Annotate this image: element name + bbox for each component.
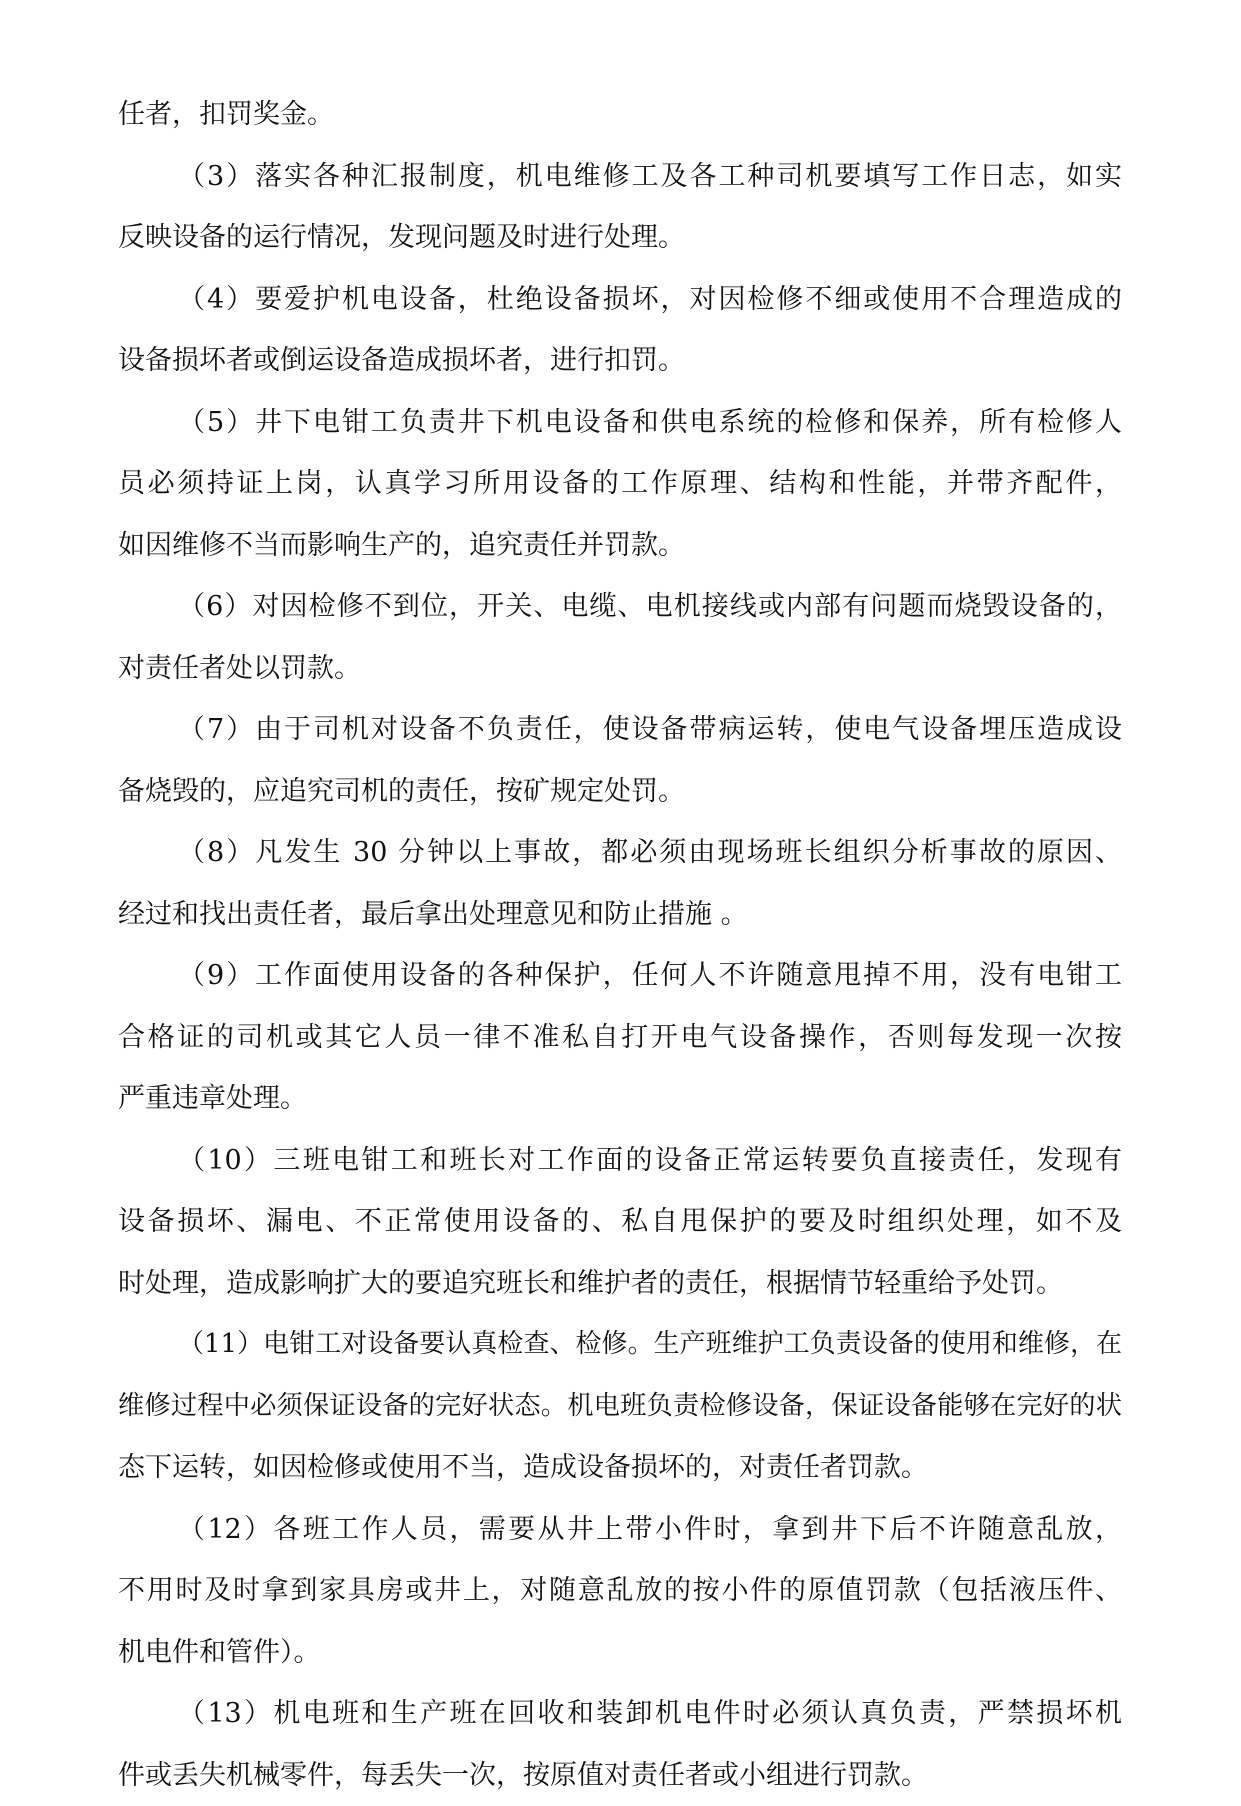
text-line: 不用时及时拿到家具房或井上，对随意乱放的按小件的原值罚款（包括液压件、	[118, 1560, 1122, 1622]
text-line: （8）凡发生 30 分钟以上事故，都必须由现场班长组织分析事故的原因、	[118, 822, 1122, 884]
text-line: 反映设备的运行情况，发现问题及时进行处理。	[118, 207, 1122, 269]
text-line: 设备损坏者或倒运设备造成损坏者，进行扣罚。	[118, 330, 1122, 392]
text-line: 设备损坏、漏电、不正常使用设备的、私自甩保护的要及时组织处理，如不及	[118, 1191, 1122, 1253]
text-line: （3）落实各种汇报制度，机电维修工及各工种司机要填写工作日志，如实	[118, 146, 1122, 208]
text-line: 态下运转，如因检修或使用不当，造成设备损坏的，对责任者罚款。	[118, 1437, 1122, 1499]
text-line: （12）各班工作人员，需要从井上带小件时，拿到井下后不许随意乱放，	[118, 1499, 1122, 1561]
text-line: 维修过程中必须保证设备的完好状态。机电班负责检修设备，保证设备能够在完好的状	[118, 1376, 1122, 1438]
text-line: （10）三班电钳工和班长对工作面的设备正常运转要负直接责任，发现有	[118, 1130, 1122, 1192]
text-line: 合格证的司机或其它人员一律不准私自打开电气设备操作，否则每发现一次按	[118, 1007, 1122, 1069]
document-body	[118, 84, 1122, 1806]
text-line: （7）由于司机对设备不负责任，使设备带病运转，使电气设备埋压造成设	[118, 699, 1122, 761]
text-line: （6）对因检修不到位，开关、电缆、电机接线或内部有问题而烧毁设备的，	[118, 576, 1122, 638]
text-line: 件或丢失机械零件，每丢失一次，按原值对责任者或小组进行罚款。	[118, 1745, 1122, 1806]
text-line: 机电件和管件）。	[118, 1622, 1122, 1684]
text-line: （4）要爱护机电设备，杜绝设备损坏，对因检修不细或使用不合理造成的	[118, 269, 1122, 331]
text-line: （13）机电班和生产班在回收和装卸机电件时必须认真负责，严禁损坏机	[118, 1683, 1122, 1745]
text-line: 员必须持证上岗，认真学习所用设备的工作原理、结构和性能，并带齐配件，	[118, 453, 1122, 515]
text-line: 任者，扣罚奖金。	[118, 84, 1122, 146]
text-line: （5）井下电钳工负责井下机电设备和供电系统的检修和保养，所有检修人	[118, 392, 1122, 454]
text-line: （11）电钳工对设备要认真检查、检修。生产班维护工负责设备的使用和维修，在	[118, 1314, 1122, 1376]
text-line: 严重违章处理。	[118, 1068, 1122, 1130]
text-line: 经过和找出责任者，最后拿出处理意见和防止措施 。	[118, 884, 1122, 946]
text-line: 对责任者处以罚款。	[118, 638, 1122, 700]
text-line: 如因维修不当而影响生产的，追究责任并罚款。	[118, 515, 1122, 577]
text-line: 备烧毁的，应追究司机的责任，按矿规定处罚。	[118, 761, 1122, 823]
text-line: （9）工作面使用设备的各种保护，任何人不许随意甩掉不用，没有电钳工	[118, 945, 1122, 1007]
text-line: 时处理，造成影响扩大的要追究班长和维护者的责任，根据情节轻重给予处罚。	[118, 1253, 1122, 1315]
